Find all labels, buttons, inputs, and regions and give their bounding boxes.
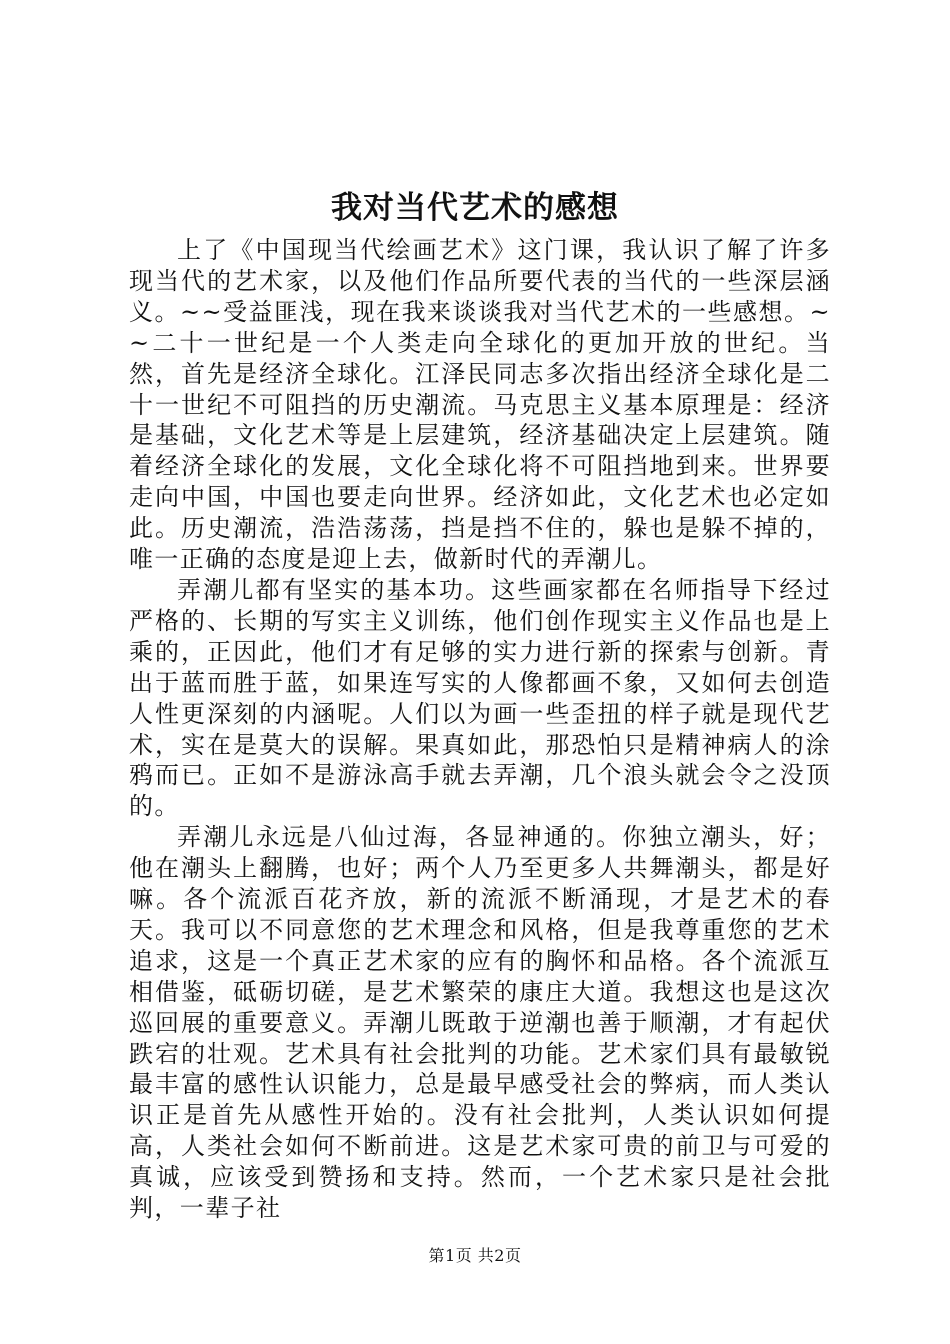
page-title: 我对当代艺术的感想 bbox=[331, 190, 619, 226]
document-body bbox=[129, 235, 831, 1224]
paragraph-3: 弄潮儿永远是八仙过海，各显神通的。你独立潮头，好；他在潮头上翻腾，也好；两个人乃至更多人共舞潮头，都是好嘛。各个流派百花齐放，新的流派不断涌现，才是艺术的春天。我可以不同意您的艺术理念和风格，但是我尊重您的艺术追求，这是一个真正艺术家的应有的胸怀和品格。各个流派互相借鉴，砥砺切磋，是艺术繁荣的康庄大道。我想这也是这次巡回展的重要意义。弄潮儿既敢于逆潮也善于顺潮，才有起伏跌宕的壮观。艺术具有社会批判的功能。艺术家们具有最敏锐最丰富的感性认识能力，总是最早感受社会的弊病，而人类认识正是首先从感性开始的。没有社会批判，人类认识如何提高，人类社会如何不断前进。这是艺术家可贵的前卫与可爱的真诚，应该受到赞扬和支持。然而，一个艺术家只是社会批判，一辈子社 bbox=[129, 823, 831, 1223]
paragraph-2: 弄潮儿都有坚实的基本功。这些画家都在名师指导下经过严格的、长期的写实主义训练，他们创作现实主义作品也是上乘的，正因此，他们才有足够的实力进行新的探索与创新。青出于蓝而胜于蓝，如果连写实的人像都画不象，又如何去创造人性更深刻的内涵呢。人们以为画一些歪扭的样子就是现代艺术，实在是莫大的误解。果真如此，那恐怕只是精神病人的涂鸦而已。正如不是游泳高手就去弄潮，几个浪头就会令之没顶的。 bbox=[129, 575, 831, 821]
page-number-footer: 第1页 共2页 bbox=[428, 1246, 522, 1265]
paragraph-1: 上了《中国现当代绘画艺术》这门课，我认识了解了许多现当代的艺术家，以及他们作品所要代表的当代的一些深层涵义。~~受益匪浅，现在我来谈谈我对当代艺术的一些感想。~~二十一世纪是一个人类走向全球化的更加开放的世纪。当然，首先是经济全球化。江泽民同志多次指出经济全球化是二十一世纪不可阻挡的历史潮流。马克思主义基本原理是：经济是基础，文化艺术等是上层建筑，经济基础决定上层建筑。随着经济全球化的发展，文化全球化将不可阻挡地到来。世界要走向中国，中国也要走向世界。经济如此，文化艺术也必定如此。历史潮流，浩浩荡荡，挡是挡不住的，躲也是躲不掉的，唯一正确的态度是迎上去，做新时代的弄潮儿。 bbox=[129, 236, 831, 574]
